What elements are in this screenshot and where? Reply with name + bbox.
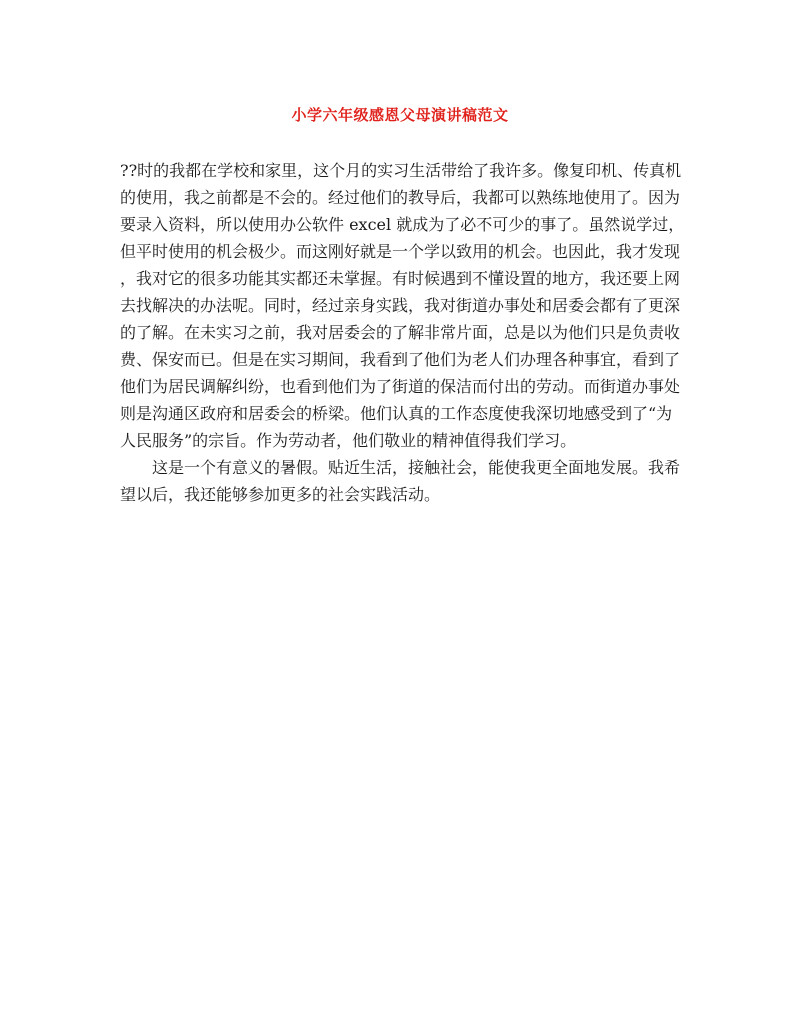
text-line: 他们为居民调解纠纷，也看到他们为了街道的保洁而付出的劳动。而街道办事处	[120, 377, 681, 396]
text-line: 则是沟通区政府和居委会的桥梁。他们认真的工作态度使我深切地感受到了“为	[120, 404, 673, 423]
text-line: 人民服务”的宗旨。作为劳动者，他们敬业的精神值得我们学习。	[120, 431, 577, 450]
document-body	[120, 157, 685, 508]
paragraph-2	[120, 454, 680, 508]
text-line: 的使用，我之前都是不会的。经过他们的教导后，我都可以熟练地使用了。因为	[120, 188, 681, 207]
text-line: 这是一个有意义的暑假。贴近生活，接触社会，能使我更全面地发展。我希	[120, 458, 681, 477]
text-line: 的了解。在未实习之前，我对居委会的了解非常片面，总是以为他们只是负责收	[120, 323, 681, 342]
text-line: 望以后，我还能够参加更多的社会实践活动。	[120, 485, 441, 504]
document-title: 小学六年级感恩父母演讲稿范文	[291, 106, 509, 124]
text-line: 费、保安而已。但是在实习期间，我看到了他们为老人们办理各种事宜，看到了	[120, 350, 681, 369]
text-line: 但平时使用的机会极少。而这刚好就是一个学以致用的机会。也因此，我才发现	[120, 242, 681, 261]
paragraph-1	[120, 157, 685, 454]
text-line: 去找解决的办法呢。同时，经过亲身实践，我对街道办事处和居委会都有了更深	[120, 296, 681, 315]
text-line: ，我对它的很多功能其实都还未掌握。有时候遇到不懂设置的地方，我还要上网	[120, 269, 681, 288]
text-line: 要录入资料，所以使用办公软件 excel 就成为了必不可少的事了。虽然说学过，	[120, 215, 685, 234]
text-line: ??时的我都在学校和家里，这个月的实习生活带给了我许多。像复印机、传真机	[120, 161, 682, 180]
